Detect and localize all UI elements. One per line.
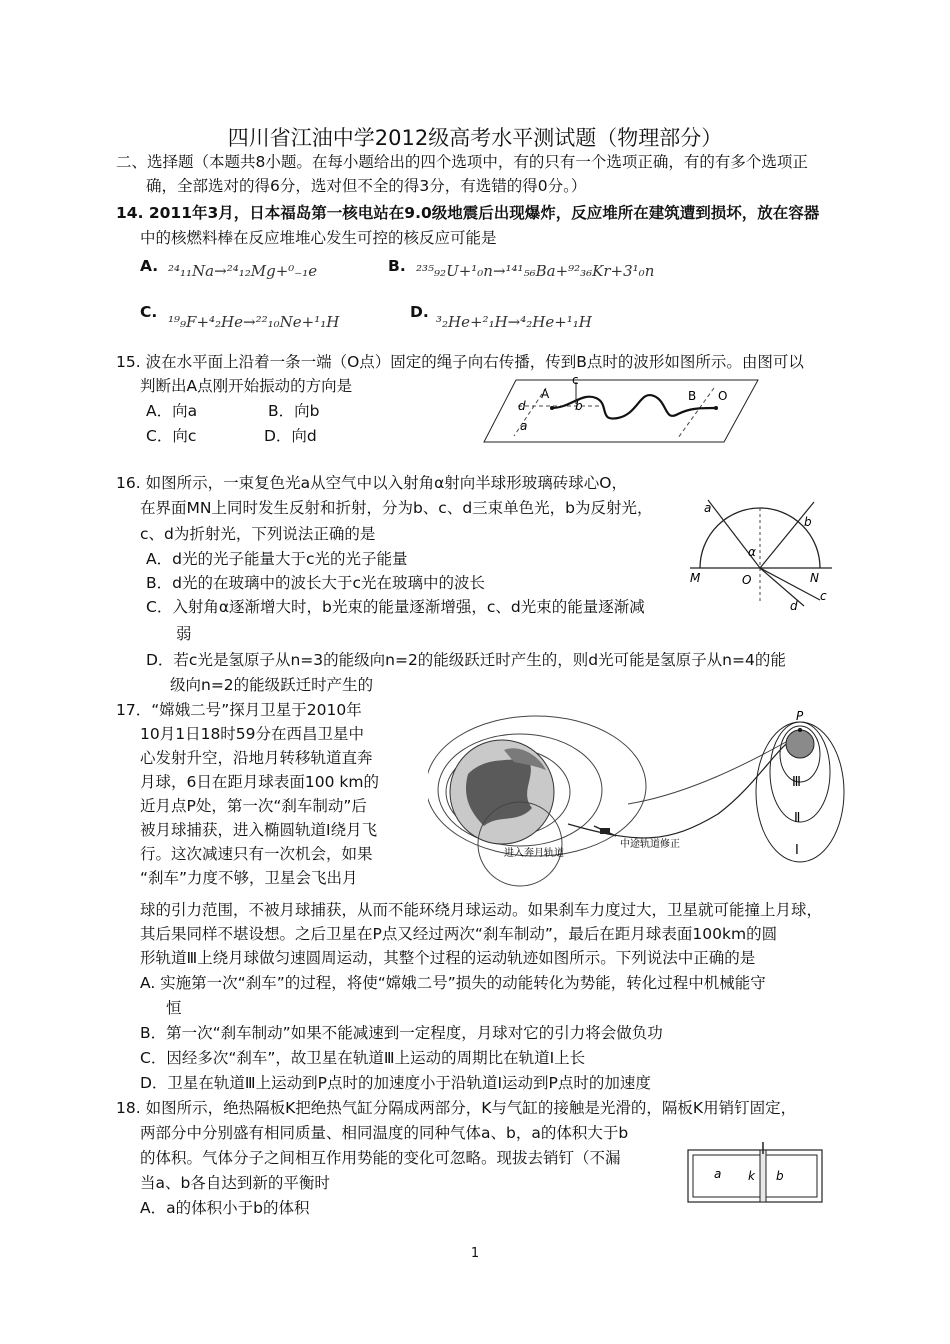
q15-point-b bbox=[714, 406, 718, 410]
section-instruction-line1: 二、选择题（本题共8小题。在每小题给出的四个选项中，有的只有一个选项正确，有的有多个选项正 bbox=[116, 153, 808, 171]
q16-label-M: M bbox=[690, 571, 701, 585]
q17-line8: “刹车”力度不够，卫星会飞出月 bbox=[140, 869, 358, 887]
q18-stem-line4: 当a、b各自达到新的平衡时 bbox=[140, 1174, 330, 1192]
q14-stem-line2: 中的核燃料棒在反应堆堆心发生可控的核反应可能是 bbox=[140, 229, 497, 247]
q15-label-A: A bbox=[541, 387, 550, 401]
q14-option-d-label: D. bbox=[410, 303, 429, 321]
q14-option-c-label: C. bbox=[140, 303, 158, 321]
q16-stem-line1: 16. 如图所示，一束复色光a从空气中以入射角α射向半球形玻璃砖球心O， bbox=[116, 474, 627, 492]
q18-partition-k bbox=[760, 1150, 766, 1202]
q15-option-d: D．向d bbox=[264, 427, 317, 445]
q15-label-B: B bbox=[688, 389, 697, 403]
q16-option-b: B．d光的在玻璃中的波长大于c光在玻璃中的波长 bbox=[146, 574, 485, 592]
q16-label-b: b bbox=[804, 515, 812, 529]
q17-line9: 球的引力范围，不被月球捕获，从而不能环绕月球运动。如果刹车力度过大，卫星就可能撞上月球， bbox=[140, 901, 823, 919]
q14-option-a-label: A. bbox=[140, 257, 159, 275]
q15-option-a: A．向a bbox=[146, 402, 198, 420]
q14-formula-c: ¹⁹₉F+⁴₂He→²²₁₀Ne+¹₁H bbox=[168, 313, 340, 331]
q16-option-c-line2: 弱 bbox=[176, 625, 192, 643]
q16-ray-b bbox=[760, 502, 814, 568]
q14-option-b-label: B. bbox=[388, 257, 406, 275]
q16-label-alpha: α bbox=[748, 545, 756, 559]
q17-option-a-line2: 恒 bbox=[166, 999, 182, 1017]
q17-option-a-line1: A. 实施第一次“刹车”的过程，将使“嫦娥二号”损失的动能转化为势能，转化过程中机械能守 bbox=[140, 974, 766, 992]
q18-option-a: A．a的体积小于b的体积 bbox=[140, 1199, 310, 1217]
q18-stem-line1: 18. 如图所示，绝热隔板K把绝热气缸分隔成两部分，K与气缸的接触是光滑的，隔板K用销钉固定， bbox=[116, 1099, 797, 1117]
q18-label-b: b bbox=[776, 1169, 784, 1183]
q15-stem-line1: 15. 波在水平面上沿着一条一端（O点）固定的绳子向右传播，传到B点时的波形如图所示。由图可以 bbox=[116, 353, 804, 371]
q15-wave-figure bbox=[478, 374, 760, 446]
q18-cylinder-inner bbox=[693, 1155, 817, 1197]
q16-label-O: O bbox=[742, 573, 752, 587]
q16-option-d-line1: D．若c光是氢原子从n=3的能级向n=2的能级跃迁时产生的，则d光可能是氢原子从n=4的能 bbox=[146, 651, 786, 669]
q18-label-k: k bbox=[748, 1169, 755, 1183]
q17-label-correction: 中途轨道修正 bbox=[620, 839, 680, 850]
q17-label-orbit2: Ⅱ bbox=[794, 811, 801, 826]
q17-line10: 其后果同样不堪设想。之后卫星在P点又经过两次“刹车制动”，最后在距月球表面100km的圆 bbox=[140, 925, 778, 943]
q15-label-b: b bbox=[575, 399, 583, 413]
q16-label-N: N bbox=[810, 571, 819, 585]
q17-label-enter-orbit: 进入奔月轨道 bbox=[504, 848, 564, 859]
q15-point-a bbox=[550, 406, 554, 410]
q14-stem-line1: 14. 2011年3月，日本福岛第一核电站在9.0级地震后出现爆炸，反应堆所在建筑遭到损坏，放在容器 bbox=[116, 204, 820, 222]
q14-formula-d: ³₂He+²₁H→⁴₂He+¹₁H bbox=[436, 313, 592, 331]
q17-option-c: C．因经多次“刹车”，故卫星在轨道Ⅲ上运动的周期比在轨道Ⅰ上长 bbox=[140, 1049, 586, 1067]
q17-line4: 月球，6日在距月球表面100 km的 bbox=[140, 773, 379, 791]
q16-label-a: a bbox=[704, 501, 712, 515]
q17-stem-narrow bbox=[116, 700, 379, 887]
q16-option-c-line1: C．入射角α逐渐增大时，b光束的能量逐渐增强，c、d光束的能量逐渐减 bbox=[146, 598, 645, 616]
q18-stem-line3: 的体积。气体分子之间相互作用势能的变化可忽略。现拔去销钉（不漏 bbox=[140, 1149, 621, 1167]
q15-stem-line2: 判断出A点刚开始振动的方向是 bbox=[140, 377, 353, 395]
q17-line5: 近月点P处，第一次“刹车制动”后 bbox=[140, 797, 367, 815]
moon-icon bbox=[786, 730, 814, 758]
q17-line1: 17．“嫦娥二号”探月卫星于2010年 bbox=[116, 701, 362, 719]
q17-label-orbit3: Ⅲ bbox=[792, 775, 801, 790]
q17-point-p bbox=[798, 728, 802, 732]
q14-formula-a: ²⁴₁₁Na→²⁴₁₂Mg+⁰₋₁e bbox=[168, 262, 318, 280]
q15-option-c: C．向c bbox=[146, 427, 197, 445]
q15-label-d: d bbox=[518, 399, 526, 413]
section-instruction-line2: 确，全部选对的得6分，选对但不全的得3分，有选错的得0分。） bbox=[146, 177, 587, 195]
q17-line6: 被月球捕获，进入椭圆轨道Ⅰ绕月飞 bbox=[140, 821, 378, 839]
q17-option-d: D．卫星在轨道Ⅲ上运动到P点时的加速度小于沿轨道Ⅰ运动到P点时的加速度 bbox=[140, 1074, 651, 1092]
q17-label-orbit1: Ⅰ bbox=[795, 843, 799, 858]
q17-line3: 心发射升空，沿地月转移轨道直奔 bbox=[140, 749, 373, 767]
q15-label-a: a bbox=[520, 419, 528, 433]
q16-stem-line3: c、d为折射光，下列说法正确的是 bbox=[140, 525, 376, 543]
q16-label-c: c bbox=[820, 589, 827, 603]
q15-option-b: B．向b bbox=[268, 402, 320, 420]
q16-label-d: d bbox=[790, 599, 798, 613]
q15-label-O: O bbox=[718, 389, 728, 403]
q15-label-c: c bbox=[572, 374, 579, 387]
q17-line11: 形轨道Ⅲ上绕月球做匀速圆周运动，其整个过程的运动轨迹如图所示。下列说法中正确的是 bbox=[140, 949, 756, 967]
q16-stem-line2: 在界面MN上同时发生反射和折射，分为b、c、d三束单色光，b为反射光， bbox=[140, 499, 653, 517]
q18-cylinder-figure bbox=[684, 1140, 826, 1206]
q17-line2: 10月1日18时59分在西昌卫星中 bbox=[140, 725, 365, 743]
q17-line7: 行。这次减速只有一次机会，如果 bbox=[140, 845, 373, 863]
page-number: 1 bbox=[470, 1246, 480, 1261]
q17-trajectory-upper bbox=[628, 734, 800, 804]
q17-option-b: B．第一次“刹车制动”如果不能减速到一定程度，月球对它的引力将会做负功 bbox=[140, 1024, 663, 1042]
q16-option-d-line2: 级向n=2的能级跃迁时产生的 bbox=[170, 676, 374, 694]
q17-orbit-figure bbox=[428, 704, 848, 890]
q16-light-figure bbox=[686, 496, 836, 614]
q18-stem-line2: 两部分中分别盛有相同质量、相同温度的同种气体a、b，a的体积大于b bbox=[140, 1124, 629, 1142]
q17-label-P: P bbox=[796, 709, 804, 723]
q14-formula-b: ²³⁵₉₂U+¹₀n→¹⁴¹₅₆Ba+⁹²₃₆Kr+3¹₀n bbox=[416, 262, 655, 280]
page-title: 四川省江油中学2012级高考水平测试题（物理部分） bbox=[227, 126, 723, 150]
q16-option-a: A．d光的光子能量大于c光的光子能量 bbox=[146, 550, 408, 568]
q18-label-a: a bbox=[714, 1167, 722, 1181]
